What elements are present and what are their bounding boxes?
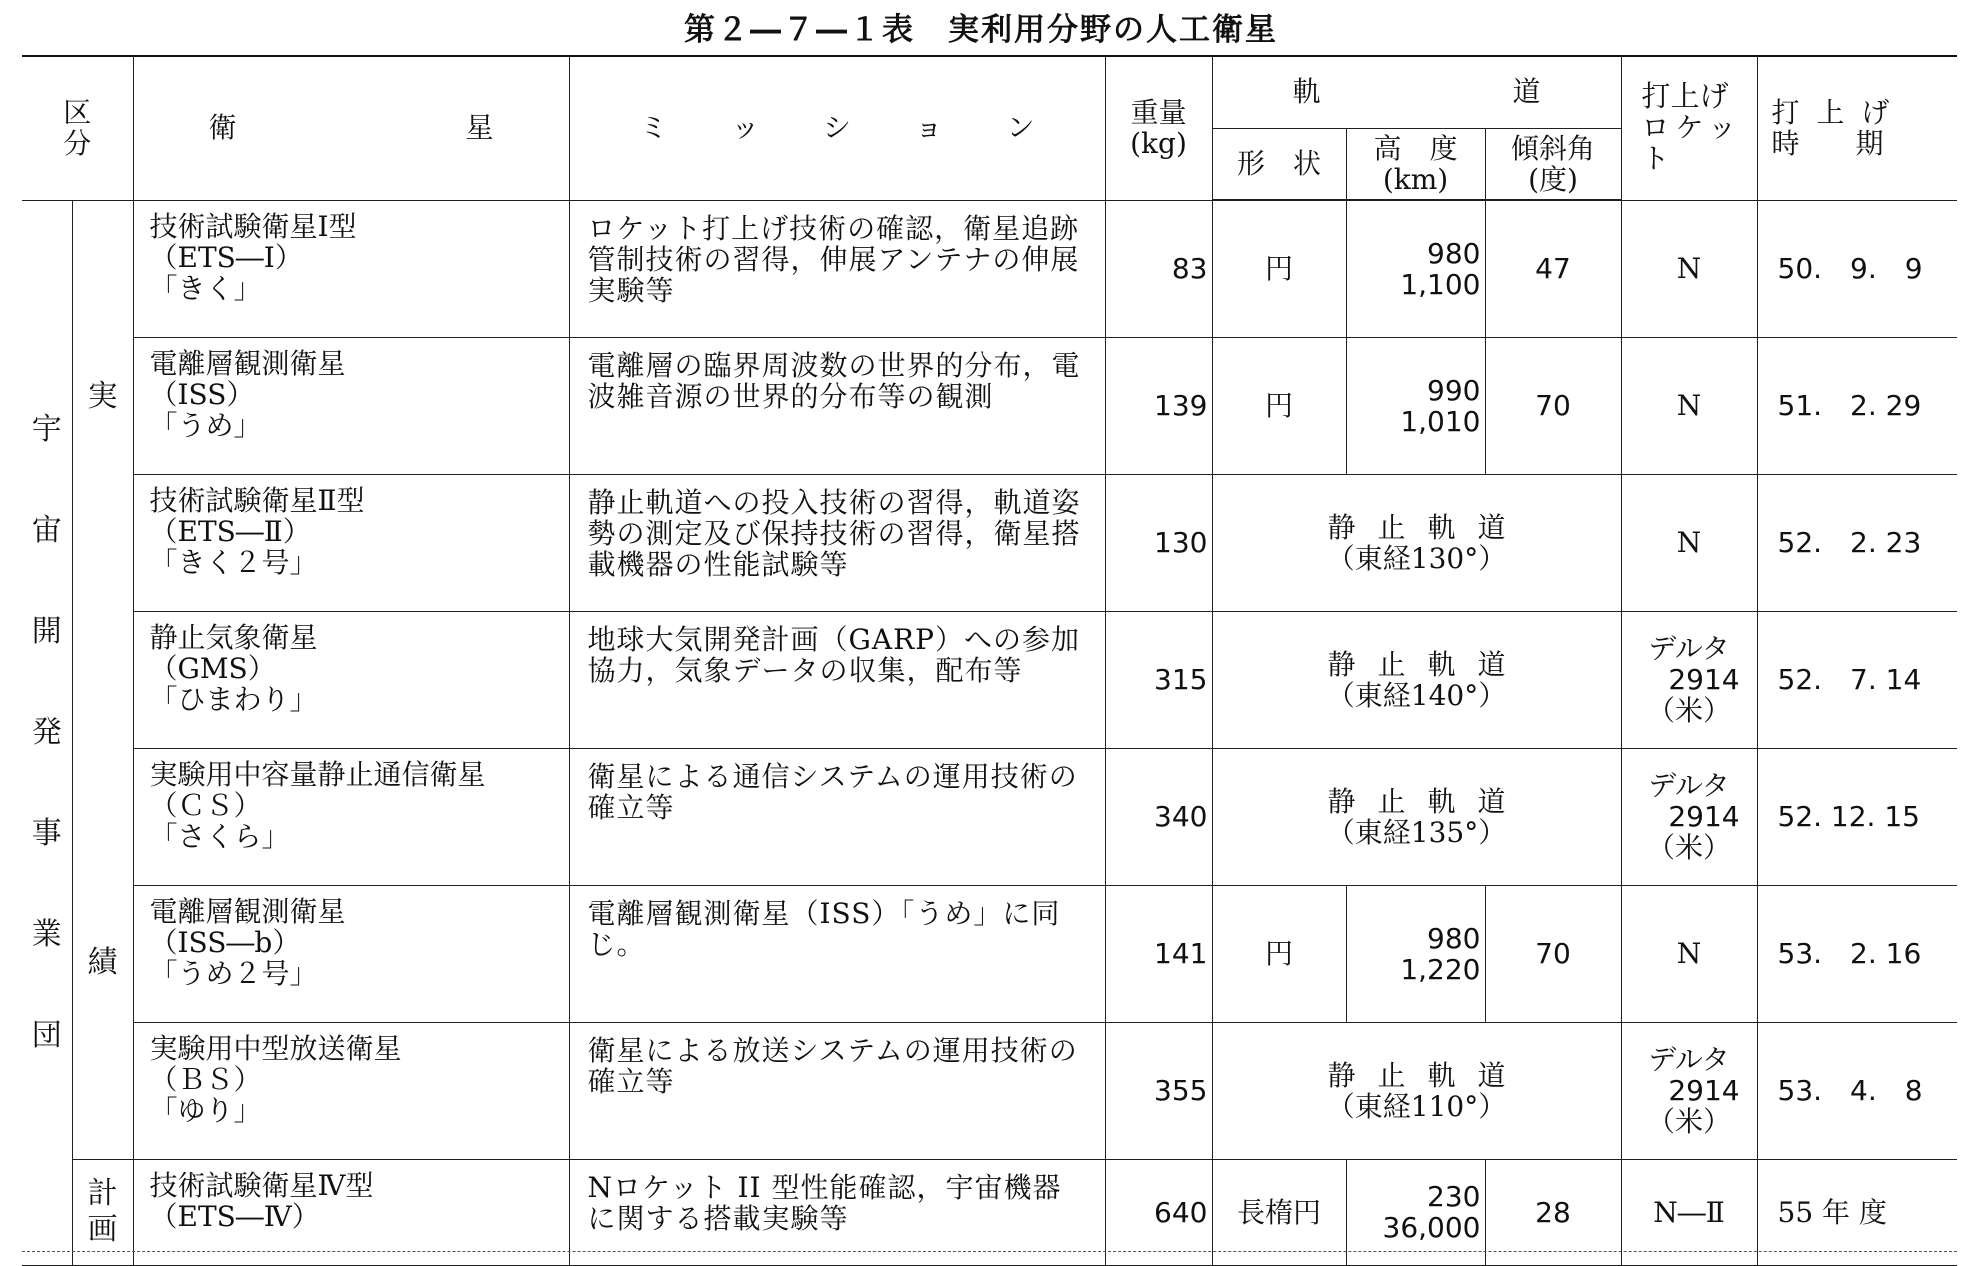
satellite-name: 電離層観測衛星 （ISS―b） 「うめ２号」 [133,885,569,1022]
launch-rocket: N―Ⅱ [1621,1159,1757,1265]
orbit-height: 980 1,220 [1346,885,1485,1022]
launch-rocket: N [1621,885,1757,1022]
orbit-inclination: 70 [1485,885,1621,1022]
mass-value: 640 [1105,1159,1212,1265]
satellite-name: 技術試験衛星Ⅳ型 （ETS―Ⅳ） [133,1159,569,1265]
orbit-inclination: 28 [1485,1159,1621,1265]
table-row [22,748,1957,885]
table-row [22,337,1957,474]
category-plan: 計 画 [72,1159,133,1265]
geostationary-orbit: 静止軌道 （東経110°） [1212,1022,1621,1159]
orbit-height: 990 1,010 [1346,337,1485,474]
launch-rocket: N [1621,200,1757,337]
mission-text: 地球大気開発計画（GARP）への参加協力，気象データの収集，配布等 [569,611,1105,748]
launch-date: 52. 7. 14 [1757,611,1957,748]
mass-value: 315 [1105,611,1212,748]
group-nasda: 宇 宙 開 発 事 業 団 [22,200,72,1265]
header-period: 打 上 げ 時 期 [1757,56,1957,200]
header-orbit: 軌 道 [1212,56,1621,128]
satellite-table [22,56,1957,1266]
satellite-name: 電離層観測衛星 （ISS） 「うめ」 [133,337,569,474]
orbit-shape: 円 [1212,337,1346,474]
mission-text: Nロケット II 型性能確認，宇宙機器に関する搭載実験等 [569,1159,1105,1265]
launch-rocket: デルタ 2914 （米） [1621,748,1757,885]
orbit-inclination: 47 [1485,200,1621,337]
orbit-shape: 円 [1212,200,1346,337]
launch-date: 51. 2. 29 [1757,337,1957,474]
orbit-shape: 長楕円 [1212,1159,1346,1265]
table-row [22,1022,1957,1159]
header-rocket: 打上げ ロケッ ト [1621,56,1757,200]
mass-value: 355 [1105,1022,1212,1159]
header-inclination: 傾斜角 (度) [1485,128,1621,200]
page-title: 第２―７―１表 実利用分野の人工衛星 [684,12,1278,48]
geostationary-orbit: 静止軌道 （東経140°） [1212,611,1621,748]
geostationary-orbit: 静止軌道 （東経135°） [1212,748,1621,885]
launch-date: 50. 9. 9 [1757,200,1957,337]
satellite-name: 静止気象衛星 （GMS） 「ひまわり」 [133,611,569,748]
satellite-name: 実験用中容量静止通信衛星 （ＣＳ） 「さくら」 [133,748,569,885]
orbit-height: 230 36,000 [1346,1159,1485,1265]
table-row [22,1159,1957,1265]
mass-value: 83 [1105,200,1212,337]
table-row [22,885,1957,1022]
mass-value: 340 [1105,748,1212,885]
orbit-shape: 円 [1212,885,1346,1022]
satellite-name: 技術試験衛星Ⅰ型 （ETS―Ⅰ） 「きく」 [133,200,569,337]
geostationary-orbit: 静止軌道 （東経130°） [1212,474,1621,611]
header-shape: 形 状 [1212,128,1346,200]
mission-text: 電離層の臨界周波数の世界的分布，電波雑音源の世界的分布等の観測 [569,337,1105,474]
table-row [22,611,1957,748]
header-satellite: 衛 星 [133,56,569,200]
launch-date: 52. 2. 23 [1757,474,1957,611]
mass-value: 141 [1105,885,1212,1022]
header-mission: ミ ッ シ ョ ン [569,56,1105,200]
launch-rocket: デルタ 2914 （米） [1621,611,1757,748]
launch-date: 52. 12. 15 [1757,748,1957,885]
mission-text: 電離層観測衛星（ISS）「うめ」に同じ。 [569,885,1105,1022]
bottom-rule [22,1251,1957,1252]
header-kubun: 区分 [22,56,133,200]
mass-value: 139 [1105,337,1212,474]
launch-rocket: デルタ 2914 （米） [1621,1022,1757,1159]
launch-rocket: N [1621,474,1757,611]
category-actual: 実 績 [72,200,133,1159]
launch-date: 53. 2. 16 [1757,885,1957,1022]
satellite-name: 実験用中型放送衛星 （ＢＳ） 「ゆり」 [133,1022,569,1159]
launch-date: 55 年 度 [1757,1159,1957,1265]
table-row [22,200,1957,337]
mission-text: 静止軌道への投入技術の習得，軌道姿勢の測定及び保持技術の習得，衛星搭載機器の性能試験等 [569,474,1105,611]
header-height: 高 度 (km) [1346,128,1485,200]
satellite-name: 技術試験衛星Ⅱ型 （ETS―Ⅱ） 「きく２号」 [133,474,569,611]
launch-date: 53. 4. 8 [1757,1022,1957,1159]
mission-text: 衛星による放送システムの運用技術の確立等 [569,1022,1105,1159]
launch-rocket: N [1621,337,1757,474]
table-row [22,474,1957,611]
header-mass: 重量 (kg) [1105,56,1212,200]
orbit-height: 980 1,100 [1346,200,1485,337]
orbit-inclination: 70 [1485,337,1621,474]
mission-text: ロケット打上げ技術の確認，衛星追跡管制技術の習得，伸展アンテナの伸展実験等 [569,200,1105,337]
mission-text: 衛星による通信システムの運用技術の確立等 [569,748,1105,885]
mass-value: 130 [1105,474,1212,611]
